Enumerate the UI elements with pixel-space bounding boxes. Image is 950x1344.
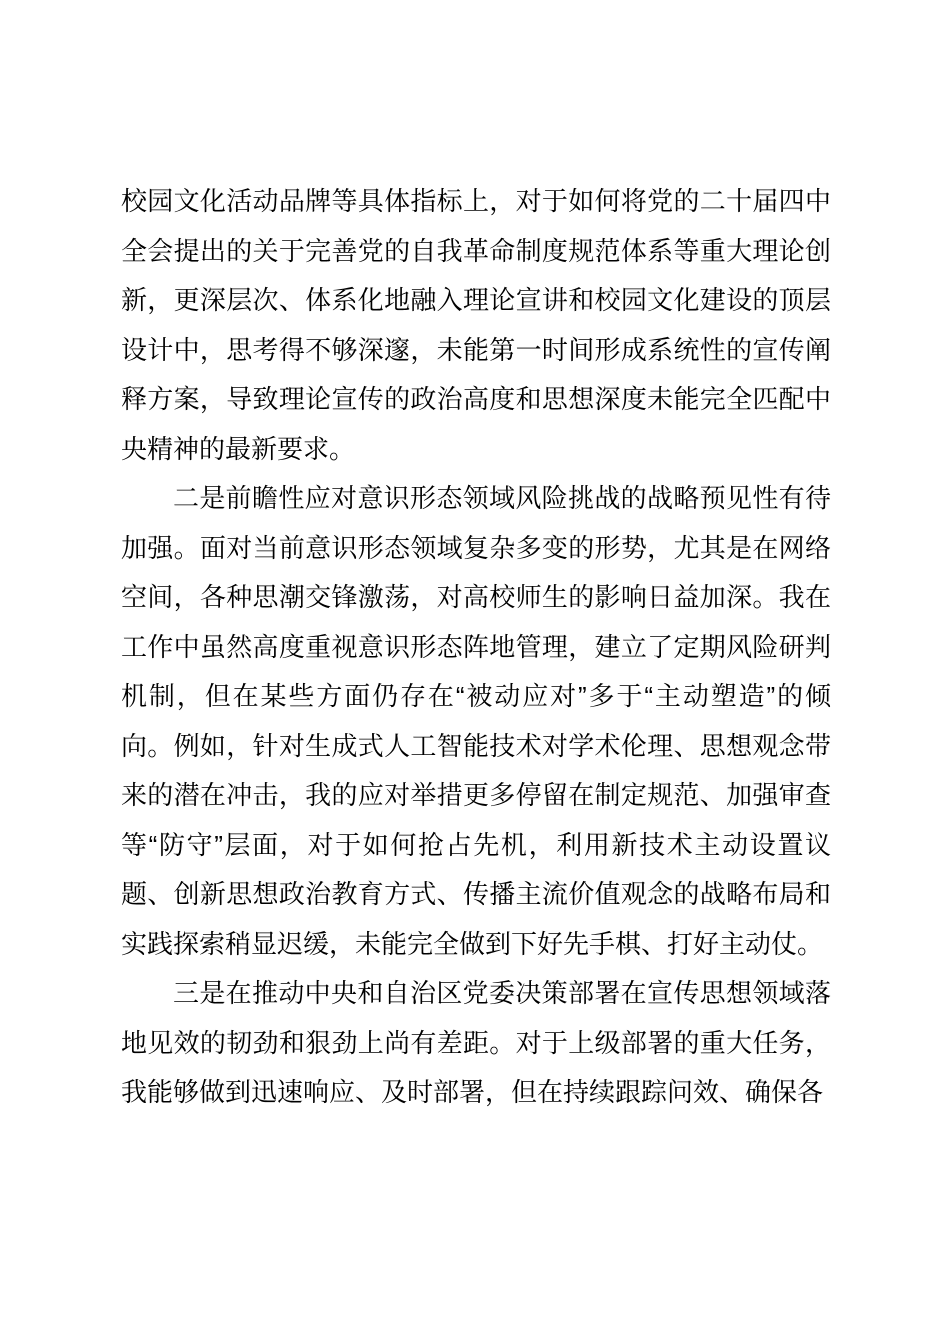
paragraph-point-three: 三是在推动中央和自治区党委决策部署在宣传思想领域落地见效的韧劲和狠劲上尚有差距。对于上级部署的重大任务，我能够做到迅速响应、及时部署，但在持续跟踪问效、确保各: [121, 978, 831, 1107]
paragraph-continuation: 校园文化活动品牌等具体指标上，对于如何将党的二十届四中全会提出的关于完善党的自我革命制度规范体系等重大理论创新，更深层次、体系化地融入理论宣讲和校园文化建设的顶层设计中，思考得不够深邃，未能第一时间形成系统性的宣传阐释方案，导致理论宣传的政治高度和思想深度未能完全匹配中央精神的最新要求。: [121, 186, 831, 464]
paragraph-point-two: 二是前瞻性应对意识形态领域风险挑战的战略预见性有待加强。面对当前意识形态领域复杂多变的形势，尤其是在网络空间，各种思潮交锋激荡，对高校师生的影响日益加深。我在工作中虽然高度重视意识形态阵地管理，建立了定期风险研判机制，但在某些方面仍存在“被动应对”多于“主动塑造”的倾向。例如，针对生成式人工智能技术对学术伦理、思想观念带来的潜在冲击，我的应对举措更多停留在制定规范、加强审查等“防守”层面，对于如何抢占先机，利用新技术主动设置议题、创新思想政治教育方式、传播主流价值观念的战略布局和实践探索稍显迟缓，未能完全做到下好先手棋、打好主动仗。: [121, 483, 831, 959]
document-body: [121, 177, 831, 1118]
